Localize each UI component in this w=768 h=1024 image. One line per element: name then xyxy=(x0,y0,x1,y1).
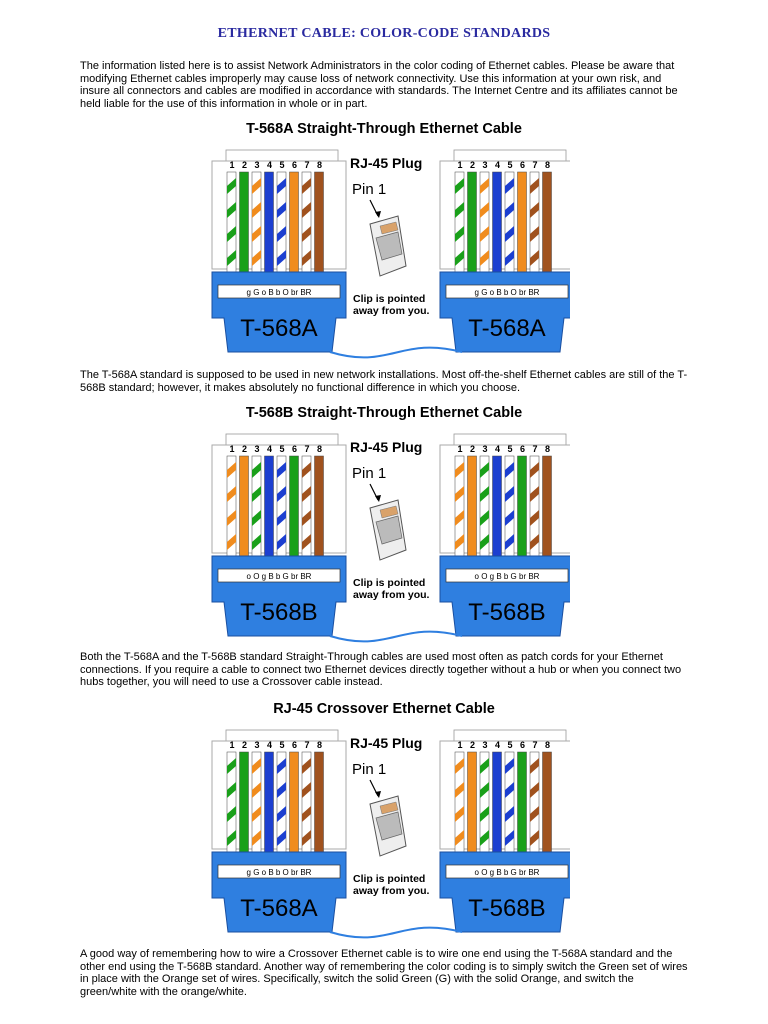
pin-number: 2 xyxy=(241,444,248,454)
pin-number: 7 xyxy=(304,444,310,454)
wire-solid-br xyxy=(543,172,552,276)
wire-solid-br xyxy=(315,456,324,560)
clip-note: Clip is pointed xyxy=(353,293,426,305)
pin-number: 7 xyxy=(532,444,538,454)
section-heading-t568a: T-568A Straight-Through Ethernet Cable xyxy=(246,121,522,137)
wire-solid-g xyxy=(518,456,527,560)
standard-label: T-568B xyxy=(468,895,546,922)
wire-solid-o xyxy=(240,456,249,560)
diagram-t568b-straight xyxy=(200,430,570,662)
pin-number: 4 xyxy=(266,160,273,170)
wire-striped-b xyxy=(277,172,286,276)
pin-number: 5 xyxy=(507,160,513,170)
pin-number: 3 xyxy=(482,160,488,170)
pin-number: 1 xyxy=(457,444,463,454)
wire-striped-g xyxy=(227,752,236,856)
wire-solid-b xyxy=(493,456,502,560)
wire-solid-o xyxy=(518,172,527,276)
page-title: ETHERNET CABLE: COLOR-CODE STANDARDS xyxy=(217,26,551,41)
wire-striped-br xyxy=(302,172,311,276)
diagram-t568a-straight xyxy=(200,146,570,378)
wire-striped-br xyxy=(302,752,311,856)
right-connector xyxy=(440,730,570,932)
pin-number: 8 xyxy=(316,444,323,454)
connecting-cable xyxy=(330,632,462,642)
pin-label: Pin 1 xyxy=(352,181,387,198)
pin-number: 6 xyxy=(291,740,298,750)
section-heading-t568b: T-568B Straight-Through Ethernet Cable xyxy=(245,405,523,421)
pin-number: 1 xyxy=(229,740,235,750)
pin-number: 7 xyxy=(304,740,310,750)
patch-cord-note: Both the T-568A and the T-568B standard Straight-Through cables are used most often as patch cords for your Ethernet connections. If you require a cable to connect two Ethernet devices directly together without a hub or when you connect two hubs together, you will need to use a Crossover cable instead. xyxy=(80,651,682,689)
pin-number: 7 xyxy=(304,160,310,170)
pin-number: 5 xyxy=(279,740,285,750)
wire-striped-o xyxy=(455,456,464,560)
plug-label: RJ-45 Plug xyxy=(350,155,423,171)
pin-number: 1 xyxy=(229,160,235,170)
rj45-plug-illustration xyxy=(350,735,430,897)
wire-solid-g xyxy=(290,456,299,560)
pin-number: 4 xyxy=(494,444,501,454)
pin-number: 3 xyxy=(254,160,260,170)
wire-striped-br xyxy=(530,752,539,856)
pin-number: 6 xyxy=(519,160,526,170)
pin-number: 2 xyxy=(241,740,248,750)
wire-solid-br xyxy=(543,752,552,856)
pin-number: 5 xyxy=(279,444,285,454)
wire-solid-o xyxy=(290,752,299,856)
t568a-note: The T-568A standard is supposed to be used in new network installations. Most off-the-shelf Ethernet cables are still of the T-568B standard; however, it makes absolutely no functional difference in which you choose. xyxy=(80,369,688,394)
pin-number: 6 xyxy=(519,740,526,750)
clip-note: Clip is pointed xyxy=(353,577,426,589)
wire-striped-b xyxy=(277,752,286,856)
pin-number: 8 xyxy=(544,160,551,170)
pin-label: Pin 1 xyxy=(352,761,387,778)
wire-striped-b xyxy=(277,456,286,560)
wire-solid-g xyxy=(518,752,527,856)
intro-paragraph: The information listed here is to assist Network Administrators in the color coding of Ethernet cables. Please be aware that modifying Ethernet cables improperly may cause loss of network connectivity. Use this information at your own risk, and insure all connectors and cables are modified in accordance with standards. The Internet Centre and its affiliates cannot be held liable for the use of this information in whole or in part. xyxy=(80,60,678,110)
wire-solid-g xyxy=(240,172,249,276)
pin-number: 3 xyxy=(254,444,260,454)
wire-striped-o xyxy=(252,752,261,856)
clip-note: away from you. xyxy=(353,885,430,897)
wire-striped-br xyxy=(530,172,539,276)
standard-label: T-568A xyxy=(240,895,318,922)
clip-note: away from you. xyxy=(353,305,430,317)
wire-striped-br xyxy=(302,456,311,560)
pin-number: 1 xyxy=(229,444,235,454)
pin-number: 7 xyxy=(532,160,538,170)
wire-striped-o xyxy=(227,456,236,560)
pin-number: 3 xyxy=(254,740,260,750)
pin-number: 2 xyxy=(469,160,476,170)
wire-striped-g xyxy=(480,752,489,856)
pin-number: 7 xyxy=(532,740,538,750)
pin-number: 4 xyxy=(494,740,501,750)
wire-solid-g xyxy=(468,172,477,276)
clip-note: away from you. xyxy=(353,589,430,601)
wire-striped-g xyxy=(480,456,489,560)
wire-solid-br xyxy=(315,172,324,276)
wire-striped-o xyxy=(252,172,261,276)
color-codes: g G o B b O br BR xyxy=(246,288,312,297)
wire-solid-b xyxy=(493,172,502,276)
rj45-plug-illustration xyxy=(350,439,430,601)
pin-number: 3 xyxy=(482,740,488,750)
wire-solid-br xyxy=(543,456,552,560)
clip-note: Clip is pointed xyxy=(353,873,426,885)
wire-striped-br xyxy=(530,456,539,560)
right-connector xyxy=(440,150,570,352)
pin-number: 8 xyxy=(544,740,551,750)
color-codes: o O g B b G br BR xyxy=(246,572,312,581)
pin-number: 2 xyxy=(469,740,476,750)
color-codes: g G o B b O br BR xyxy=(246,868,312,877)
pin-number: 1 xyxy=(457,160,463,170)
standard-label: T-568A xyxy=(240,315,318,342)
pin-number: 5 xyxy=(507,444,513,454)
connecting-cable xyxy=(330,928,462,938)
wire-solid-b xyxy=(265,172,274,276)
plug-label: RJ-45 Plug xyxy=(350,735,423,751)
left-connector xyxy=(212,150,346,352)
wire-solid-b xyxy=(265,456,274,560)
standard-label: T-568A xyxy=(468,315,546,342)
section-heading-crossover: RJ-45 Crossover Ethernet Cable xyxy=(273,701,495,717)
wire-solid-b xyxy=(493,752,502,856)
left-connector xyxy=(212,730,346,932)
pin-number: 6 xyxy=(519,444,526,454)
wire-solid-o xyxy=(290,172,299,276)
color-codes: o O g B b G br BR xyxy=(474,572,540,581)
standard-label: T-568B xyxy=(240,599,318,626)
wire-striped-g xyxy=(227,172,236,276)
pin-number: 4 xyxy=(494,160,501,170)
wire-striped-g xyxy=(252,456,261,560)
left-connector xyxy=(212,434,346,636)
pin-number: 2 xyxy=(469,444,476,454)
right-connector xyxy=(440,434,570,636)
pin-number: 3 xyxy=(482,444,488,454)
connecting-cable xyxy=(330,348,462,358)
wire-striped-o xyxy=(455,752,464,856)
wire-solid-o xyxy=(468,752,477,856)
pin-number: 6 xyxy=(291,160,298,170)
wire-striped-b xyxy=(505,456,514,560)
pin-number: 1 xyxy=(457,740,463,750)
wire-solid-b xyxy=(265,752,274,856)
plug-label: RJ-45 Plug xyxy=(350,439,423,455)
wire-striped-b xyxy=(505,752,514,856)
pin-number: 5 xyxy=(279,160,285,170)
wire-striped-b xyxy=(505,172,514,276)
pin-label: Pin 1 xyxy=(352,465,387,482)
diagram-crossover xyxy=(200,726,570,958)
wire-striped-o xyxy=(480,172,489,276)
color-codes: g G o B b O br BR xyxy=(474,288,540,297)
wire-solid-br xyxy=(315,752,324,856)
pin-number: 4 xyxy=(266,444,273,454)
pin-number: 6 xyxy=(291,444,298,454)
pin-number: 5 xyxy=(507,740,513,750)
pin-number: 8 xyxy=(316,740,323,750)
color-codes: o O g B b G br BR xyxy=(474,868,540,877)
wire-striped-g xyxy=(455,172,464,276)
standard-label: T-568B xyxy=(468,599,546,626)
crossover-note: A good way of remembering how to wire a Crossover Ethernet cable is to wire one end using the T-568A standard and the other end using the T-568B standard. Another way of remembering the color coding is to simply switch the Green set of wires in place with the Orange set of wires. Specifically, switch the solid Green (G) with the solid Orange, and switch the green/white with the orange/white. xyxy=(80,948,688,998)
pin-number: 8 xyxy=(544,444,551,454)
pin-number: 2 xyxy=(241,160,248,170)
pin-number: 4 xyxy=(266,740,273,750)
wire-solid-o xyxy=(468,456,477,560)
rj45-plug-illustration xyxy=(350,155,430,317)
wire-solid-g xyxy=(240,752,249,856)
pin-number: 8 xyxy=(316,160,323,170)
